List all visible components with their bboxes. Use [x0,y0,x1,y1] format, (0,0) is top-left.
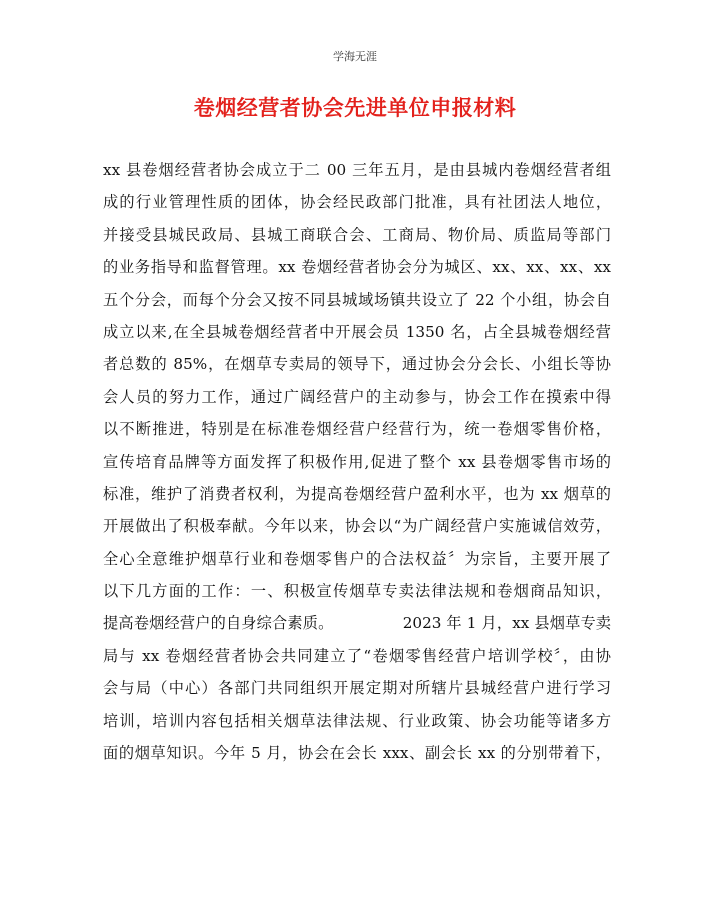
body-text-line: 的业务指导和监督管理。xx 卷烟经营者协会分为城区、xx、xx、xx、xx [103,258,611,277]
body-text-line: 并接受县城民政局、县城工商联合会、工商局、物价局、质监局等部门 [103,225,611,244]
body-text-line: 以不断推进，特别是在标准卷烟经营户经营行为，统一卷烟零售价格， [103,420,611,439]
body-text-line: 会与局（中心）各部门共同组织开展定期对所辖片县城经营户进行学习 [103,679,611,698]
body-text-line: 宣传培育品牌等方面发挥了积极作用,促进了整个 xx 县卷烟零售市场的 [103,452,611,471]
document-body [103,158,611,773]
body-text-line: 成的行业管理性质的团体，协会经民政部门批准，具有社团法人地位， [103,193,611,212]
body-text-line: 局与 xx 卷烟经营者协会共同建立了“卷烟零售经营户培训学校〞，由协 [103,646,611,665]
body-text-line: 五个分会，而每个分会又按不同县城域场镇共设立了 22 个小组，协会自 [103,290,611,309]
body-text-line: 提高卷烟经营户的自身综合素质。 2023 年 1 月，xx 县烟草专卖 [103,614,611,633]
body-text-line: 培训，培训内容包括相关烟草法律法规、行业政策、协会功能等诸多方 [103,711,611,730]
body-text-line: 以下几方面的工作：一、积极宣传烟草专卖法律法规和卷烟商品知识， [103,582,611,601]
body-text-line: xx 县卷烟经营者协会成立于二 00 三年五月，是由县城内卷烟经营者组 [103,161,611,179]
body-text-line: 开展做出了积极奉献。今年以来，协会以“为广阔经营户实施诚信效劳， [103,517,611,536]
body-text-line: 者总数的 85%，在烟草专卖局的领导下，通过协会分会长、小组长等协 [103,355,611,374]
body-text-line: 标准，维护了消费者权利，为提高卷烟经营户盈利水平，也为 xx 烟草的 [103,484,611,503]
body-text-line: 面的烟草知识。今年 5 月，协会在会长 xxx、副会长 xx 的分别带着下， [103,744,611,763]
body-text-line: 成立以来,在全县城卷烟经营者中开展会员 1350 名，占全县城卷烟经营 [103,322,611,341]
page-header: 学海无涯 [333,50,377,63]
body-text-line: 会人员的努力工作，通过广阔经营户的主动参与，协会工作在摸索中得 [103,387,611,406]
document-title: 卷烟经营者协会先进单位申报材料 [193,95,517,120]
body-text-line: 全心全意维护烟草行业和卷烟零售户的合法权益〞为宗旨，主要开展了 [103,549,611,568]
